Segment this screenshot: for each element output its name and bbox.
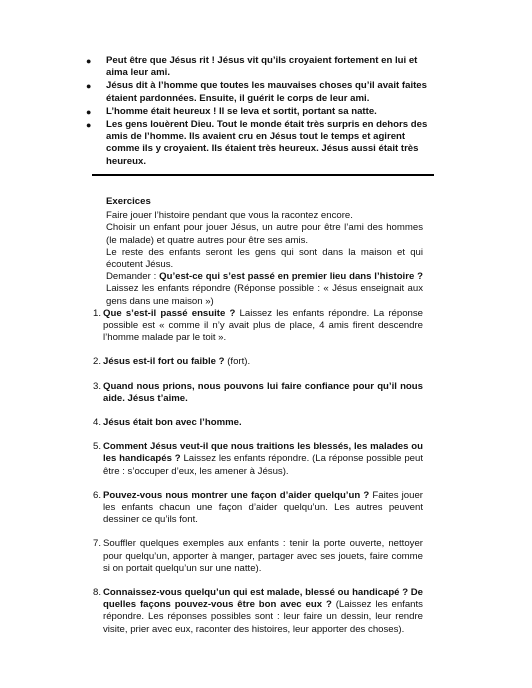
bullet-icon: ● bbox=[86, 56, 92, 66]
exercise-item-2 bbox=[93, 356, 423, 368]
item-question: Pouvez-vous nous montrer une façon d’aider quelqu’un ? bbox=[103, 489, 370, 501]
item-number: 8. bbox=[93, 587, 102, 599]
spacer bbox=[93, 575, 423, 587]
exercise-item-8 bbox=[93, 587, 423, 636]
item-number: 3. bbox=[93, 380, 102, 392]
list-item bbox=[78, 106, 438, 118]
item-question: Que s’est-il passé ensuite ? bbox=[103, 307, 236, 319]
item-number: 6. bbox=[93, 489, 102, 501]
exercises-title: Exercices bbox=[106, 196, 151, 207]
exercise-list bbox=[93, 308, 423, 636]
bullet-text: L’homme était heureux ! Il se leva et sortit, portant sa natte. bbox=[106, 105, 377, 117]
bullet-icon: ● bbox=[86, 120, 92, 131]
bullet-icon: ● bbox=[86, 106, 92, 117]
intro-line: Choisir un enfant pour jouer Jésus, un autre pour être l’ami des hommes (le malade) et quatre autres pour être ses amis. bbox=[106, 222, 423, 246]
item-text: (Laissez les enfants répondre. Les réponses possibles sont : leur faire un dessin, leur rendre visite, prier avec eux, raconter des histoires, leur apporter des choses). bbox=[103, 599, 423, 635]
exercise-item-4 bbox=[93, 417, 423, 429]
intro-line: Faire jouer l’histoire pendant que vous la racontez encore. bbox=[106, 210, 353, 222]
exercise-item-7 bbox=[93, 538, 423, 575]
item-number: 7. bbox=[93, 538, 102, 550]
item-number: 1. bbox=[93, 307, 102, 319]
ask-rest: Laissez les enfants répondre (Réponse possible : « Jésus enseignait aux gens dans une maison ») bbox=[106, 283, 423, 307]
section-divider bbox=[92, 174, 434, 176]
item-text: Laissez les enfants répondre. (La réponse possible peut être : s’occuper d’eux, les amener à Jésus). bbox=[103, 453, 424, 477]
item-text: Laissez les enfants répondre. La réponse possible est « comme il n’y avait plus de place, 4 amis firent descendre l’homme malade par le toit ». bbox=[103, 307, 423, 344]
spacer bbox=[93, 478, 423, 490]
bullet-text: Jésus dit à l’homme que toutes les mauvaises choses qu’il avait faites étaient pardonnées. Ensuite, il guérit le corps de leur ami. bbox=[106, 80, 427, 104]
story-bullet-list bbox=[78, 55, 438, 169]
list-item bbox=[78, 55, 438, 79]
intro-line: Le reste des enfants seront les gens qui sont dans la maison et qui écoutent Jésus. bbox=[106, 246, 423, 271]
item-question: Jésus est-il fort ou faible ? bbox=[103, 356, 225, 368]
bullet-icon: ● bbox=[86, 81, 92, 92]
spacer bbox=[93, 526, 423, 538]
exercise-item-3 bbox=[93, 381, 423, 405]
intro-question bbox=[106, 271, 423, 308]
exercises-section bbox=[93, 196, 423, 636]
spacer bbox=[93, 405, 423, 417]
item-question: Comment Jésus veut-il que nous traitions les blessés, les malades ou les handicapés ? bbox=[103, 441, 423, 465]
item-text: Faites jouer les enfants chacun une façon d’aider quelqu’un. Les autres peuvent dessiner ce qu’ils font. bbox=[103, 489, 423, 526]
item-number: 5. bbox=[93, 441, 102, 453]
exercises-intro bbox=[106, 210, 423, 308]
exercise-item-6 bbox=[93, 490, 423, 527]
exercise-item-5 bbox=[93, 441, 423, 478]
spacer bbox=[93, 344, 423, 356]
exercise-item-1 bbox=[93, 308, 423, 345]
item-question: Connaissez-vous quelqu’un qui est malade, blessé ou handicapé ? De quelles façons pouvez-vous être bon avec eux ? bbox=[103, 587, 423, 611]
ask-question: Qu’est-ce qui s’est passé en premier lieu dans l’histoire ? bbox=[159, 271, 423, 283]
bullet-text: Les gens louèrent Dieu. Tout le monde était très surpris en dehors des amis de l’homme. Ils avaient cru en Jésus tout le temps et agirent comme ils y croyaient. Ils étaient très heureux. Jésus aussi était très heureux. bbox=[106, 119, 428, 167]
item-number: 4. bbox=[93, 417, 102, 429]
list-item bbox=[78, 80, 438, 104]
spacer bbox=[93, 429, 423, 441]
list-item bbox=[78, 119, 438, 168]
item-question: Quand nous prions, nous pouvons lui faire confiance pour qu’il nous aide. Jésus t’aime. bbox=[103, 380, 423, 404]
item-question: Jésus était bon avec l’homme. bbox=[103, 417, 242, 429]
item-text: Souffler quelques exemples aux enfants : tenir la porte ouverte, nettoyer pour quelqu’un, apporter à manger, partager avec ses jouets, faire comme si on portait quelqu’un sur une natte). bbox=[103, 538, 423, 574]
item-number: 2. bbox=[93, 356, 102, 368]
ask-prefix: Demander : bbox=[106, 271, 160, 283]
bullet-text: Peut être que Jésus rit ! Jésus vit qu’ils croyaient fortement en lui et aima leur ami. bbox=[106, 55, 418, 79]
spacer bbox=[93, 369, 423, 381]
item-text: (fort). bbox=[224, 356, 251, 368]
